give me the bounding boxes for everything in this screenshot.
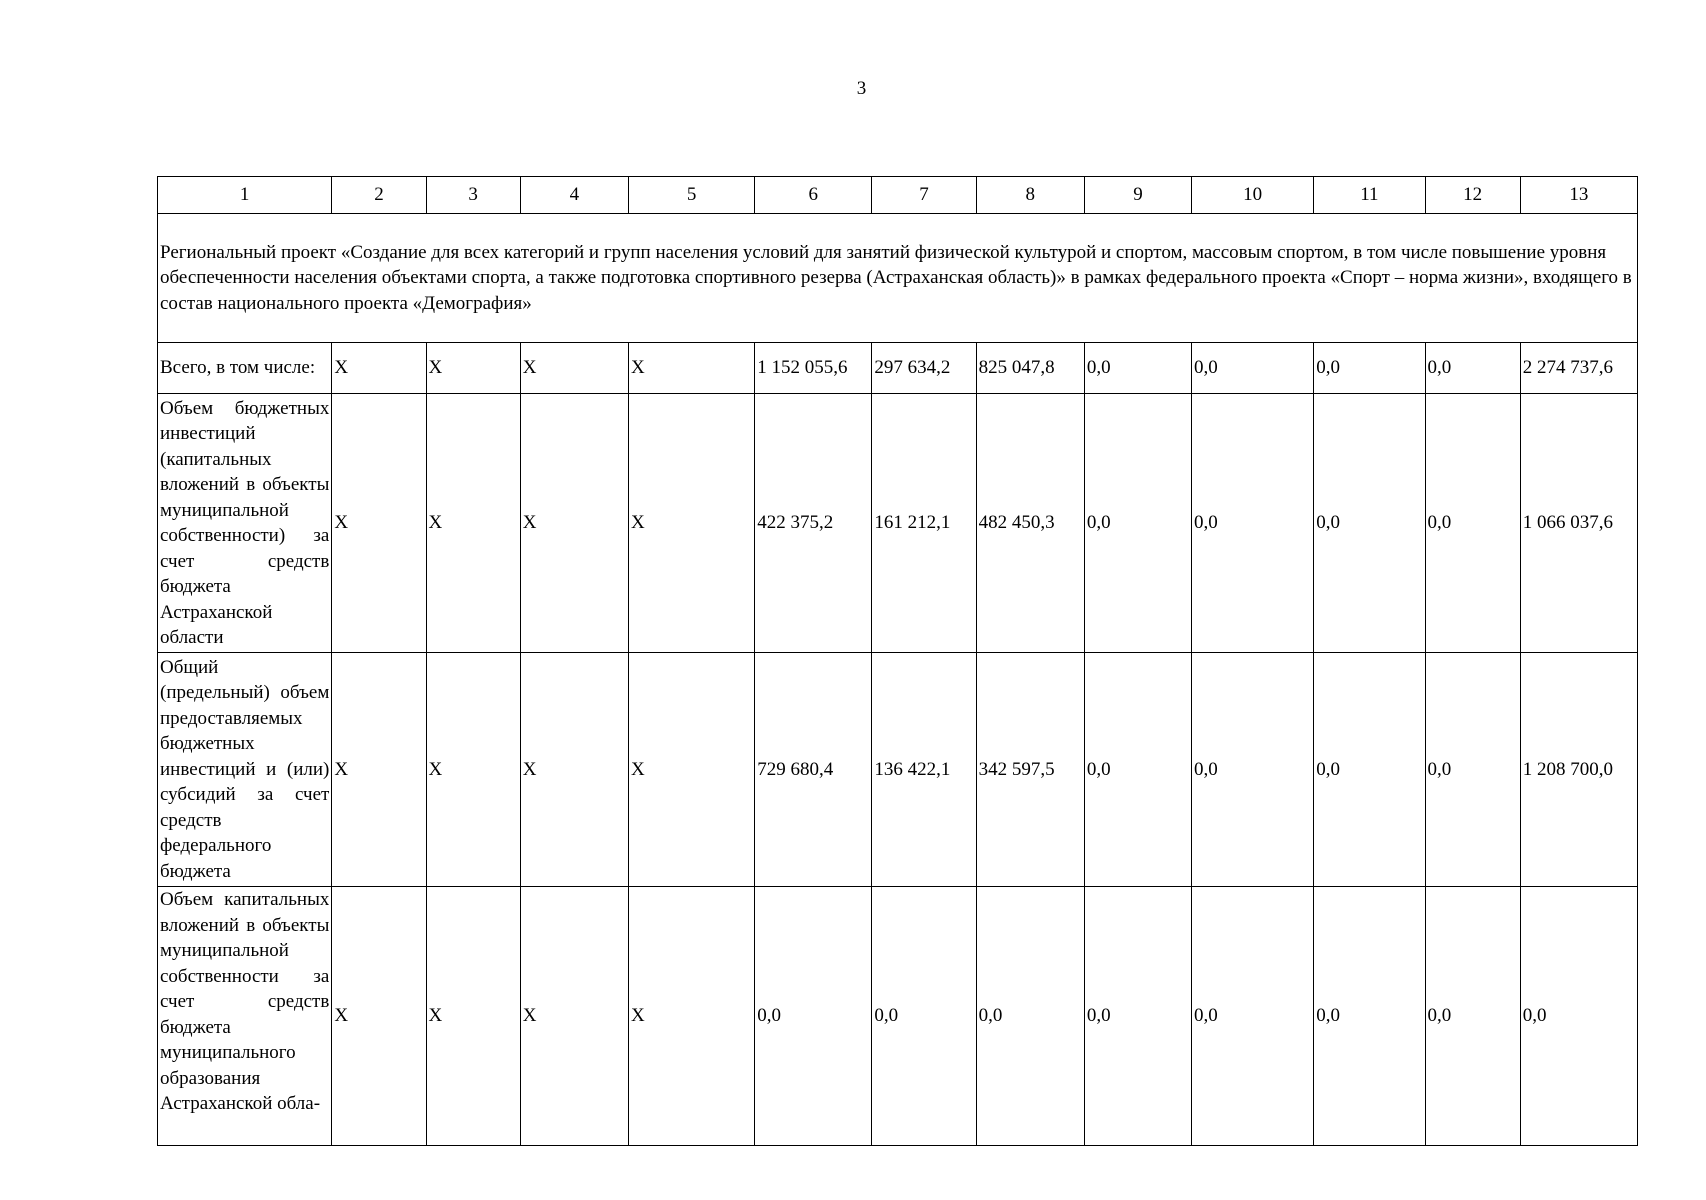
table-cell: 0,0 [1520, 887, 1637, 1146]
project-title: Региональный проект «Создание для всех категорий и групп населения условий для занятий физической культурой и спортом, массовым спортом, в том числе повышение уровня обеспеченности населения объектами спорта, а также подготовка спортивного резерва (Астраханская область)» в рамках федерального проекта «Спорт – норма жизни», входящего в состав национального проекта «Демография» [158, 214, 1638, 343]
column-number: 2 [332, 177, 426, 214]
table-cell: X [426, 653, 520, 887]
table-cell: X [520, 394, 628, 653]
table-row [158, 887, 1638, 1146]
table-cell: 161 212,1 [872, 394, 976, 653]
table-cell: 0,0 [1084, 653, 1191, 887]
table-cell: 0,0 [1192, 653, 1314, 887]
column-number: 12 [1425, 177, 1520, 214]
page-number: 3 [856, 78, 867, 99]
table-cell: 0,0 [755, 887, 872, 1146]
row-label: Общий (предельный) объем предоставляемых бюджетных инвестиций и (или) субсидий за счет средств федерального бюджета [158, 653, 332, 887]
table-cell: X [332, 887, 426, 1146]
table-cell: X [628, 343, 754, 394]
row-label: Объем капитальных вложений в объекты муниципальной собственности за счет средств бюджета муниципального образования Астраханской обла- [160, 889, 330, 1114]
table-row [158, 653, 1638, 887]
table-cell: 0,0 [1425, 394, 1520, 653]
table-cell: 0,0 [1084, 343, 1191, 394]
column-number-row [158, 177, 1638, 214]
table-cell: X [332, 653, 426, 887]
column-number: 1 [158, 177, 332, 214]
table-row [158, 343, 1638, 394]
table-cell: X [520, 653, 628, 887]
table-cell: 729 680,4 [755, 653, 872, 887]
table-cell: 297 634,2 [872, 343, 976, 394]
column-number: 6 [755, 177, 872, 214]
column-number: 8 [976, 177, 1084, 214]
table-cell: 0,0 [976, 887, 1084, 1146]
column-number: 9 [1084, 177, 1191, 214]
column-number: 11 [1314, 177, 1425, 214]
table-cell: 0,0 [1425, 343, 1520, 394]
table-cell: X [426, 394, 520, 653]
row-label: Всего, в том числе: [158, 343, 332, 394]
table-row [158, 394, 1638, 653]
column-number: 5 [628, 177, 754, 214]
table-cell: 1 152 055,6 [755, 343, 872, 394]
table-cell: X [628, 887, 754, 1146]
table-cell: X [426, 343, 520, 394]
table-cell: 0,0 [1425, 887, 1520, 1146]
column-number: 4 [520, 177, 628, 214]
financing-table [157, 176, 1638, 1146]
table-cell: 0,0 [1314, 653, 1425, 887]
table-cell: 0,0 [1084, 887, 1191, 1146]
table-cell: 2 274 737,6 [1520, 343, 1637, 394]
table-cell: X [332, 394, 426, 653]
row-label-cell [158, 887, 332, 1146]
table-cell: 0,0 [1192, 343, 1314, 394]
column-number: 7 [872, 177, 976, 214]
table-cell: 482 450,3 [976, 394, 1084, 653]
table-cell: X [628, 653, 754, 887]
column-number: 13 [1520, 177, 1637, 214]
table-cell: 0,0 [1425, 653, 1520, 887]
table-cell: 422 375,2 [755, 394, 872, 653]
table-cell: 1 066 037,6 [1520, 394, 1637, 653]
column-number: 10 [1192, 177, 1314, 214]
table-cell: 136 422,1 [872, 653, 976, 887]
table-cell: X [426, 887, 520, 1146]
table-cell: 0,0 [1192, 394, 1314, 653]
table-cell: 0,0 [1314, 887, 1425, 1146]
table-cell: 0,0 [872, 887, 976, 1146]
table-cell: X [520, 343, 628, 394]
table-cell: 0,0 [1084, 394, 1191, 653]
column-number: 3 [426, 177, 520, 214]
table-cell: 1 208 700,0 [1520, 653, 1637, 887]
table-cell: 0,0 [1314, 343, 1425, 394]
project-title-row [158, 214, 1638, 343]
table-cell: 342 597,5 [976, 653, 1084, 887]
table-cell: X [332, 343, 426, 394]
table-cell: X [628, 394, 754, 653]
table-cell: 825 047,8 [976, 343, 1084, 394]
table-cell: 0,0 [1192, 887, 1314, 1146]
table-cell: 0,0 [1314, 394, 1425, 653]
table-cell: X [520, 887, 628, 1146]
row-label: Объем бюджетных инвестиций (капитальных вложений в объекты муниципальной собственности) за счет средств бюджета Астраханской области [158, 394, 332, 653]
